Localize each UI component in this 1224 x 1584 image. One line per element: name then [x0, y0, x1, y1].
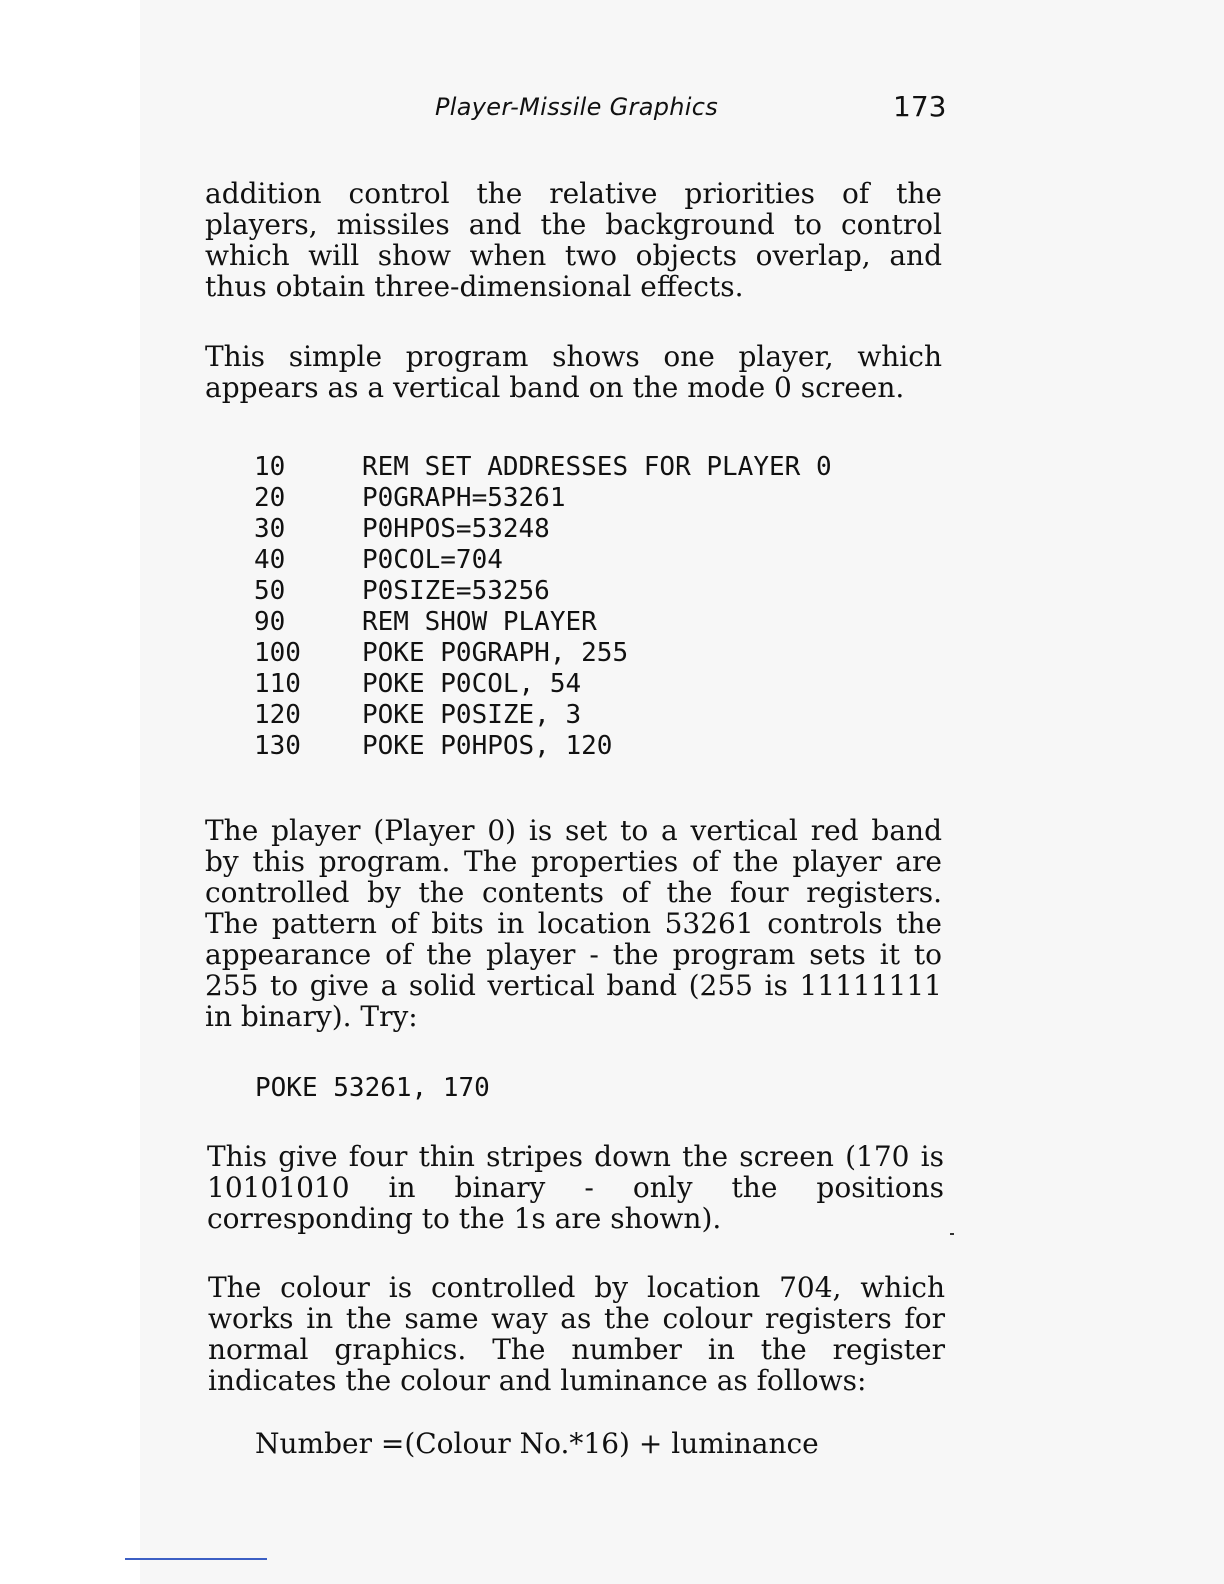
line-number: 20: [254, 483, 286, 513]
program-listing: [254, 452, 832, 762]
line-code: REM SET ADDRESSES FOR PLAYER 0: [362, 452, 832, 482]
line-code: REM SHOW PLAYER: [362, 607, 597, 637]
listing-line: [254, 731, 832, 762]
listing-line: [254, 576, 832, 607]
listing-line: [254, 669, 832, 700]
line-number: 10: [254, 452, 286, 482]
try-command: POKE 53261, 170: [255, 1073, 490, 1103]
line-number: 110: [254, 669, 301, 699]
line-code: POKE P0GRAPH, 255: [362, 638, 629, 668]
line-number: 120: [254, 700, 301, 730]
line-number: 30: [254, 514, 286, 544]
line-number: 100: [254, 638, 301, 668]
line-code: P0HPOS=53248: [362, 514, 550, 544]
line-number: 40: [254, 545, 286, 575]
line-code: POKE P0SIZE, 3: [362, 700, 582, 730]
listing-line: [254, 700, 832, 731]
footer-rule: [125, 1558, 267, 1560]
listing-line: [254, 514, 832, 545]
line-code: P0GRAPH=53261: [362, 483, 566, 513]
listing-line: [254, 452, 832, 483]
line-number: 50: [254, 576, 286, 606]
paragraph-colour: The colour is controlled by location 704, which works in the same way as the colour registers for normal graphics. The number in the register indicates the colour and luminance as follows:: [208, 1271, 945, 1397]
listing-line: [254, 483, 832, 514]
running-head-title: Player-Missile Graphics: [435, 93, 719, 121]
listing-line: [254, 607, 832, 638]
line-code: P0SIZE=53256: [362, 576, 550, 606]
listing-line: [254, 638, 832, 669]
line-code: POKE P0HPOS, 120: [362, 731, 613, 761]
colour-formula: Number =(Colour No.*16) + luminance: [255, 1427, 819, 1460]
line-number: 90: [254, 607, 286, 637]
paragraph-priorities: addition control the relative priorities of the players, missiles and the background to control which will show when two objects overlap, and thus obtain three-dimensional effects.: [205, 177, 942, 303]
page-number: 173: [893, 90, 947, 123]
line-number: 130: [254, 731, 301, 761]
stray-print-mark: [950, 1233, 954, 1235]
paragraph-program-intro: This simple program shows one player, which appears as a vertical band on the mode 0 screen.: [205, 340, 942, 404]
line-code: POKE P0COL, 54: [362, 669, 582, 699]
line-code: P0COL=704: [362, 545, 503, 575]
listing-line: [254, 545, 832, 576]
paragraph-stripes: This give four thin stripes down the screen (170 is 10101010 in binary - only the positions corresponding to the 1s are shown).: [207, 1140, 944, 1235]
paragraph-player-description: The player (Player 0) is set to a vertical red band by this program. The properties of the player are controlled by the contents of the four registers. The pattern of bits in location 53261 controls the appearance of the player - the program sets it to 255 to give a solid vertical band (255 is 11111111 in binary). Try:: [205, 814, 942, 1033]
